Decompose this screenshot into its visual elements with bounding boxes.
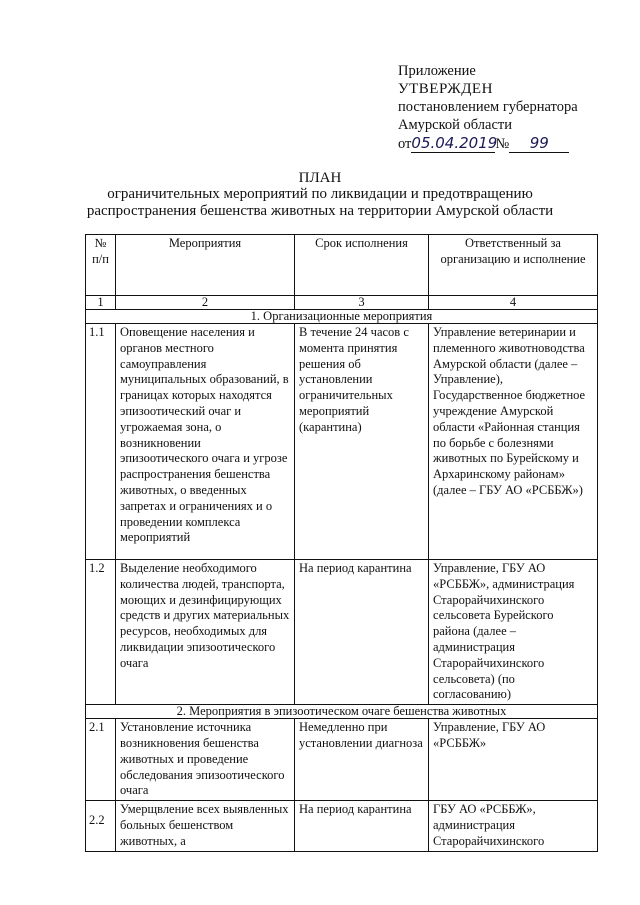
- row-number: 2.2: [86, 801, 116, 851]
- appendix-label: Приложение: [398, 63, 476, 79]
- row-activity: Выделение необходимого количества людей, транспорта, моющих и дезинфицирующих средств и других материальных ресурсов, необходимых для ликвидации эпизоотического очага: [116, 560, 295, 705]
- section-row: [86, 310, 598, 324]
- row-responsible: Управление, ГБУ АО «РСББЖ»: [429, 719, 598, 801]
- plan-table: [85, 234, 598, 852]
- row-number: 1.1: [86, 324, 116, 560]
- section-row: [86, 705, 598, 719]
- column-number: 3: [295, 296, 429, 310]
- appendix-block: [398, 62, 578, 153]
- date-prefix: от: [398, 136, 412, 152]
- row-term: В течение 24 часов с момента принятия решения об установлении ограничительных мероприятий (карантина): [295, 324, 429, 560]
- table-row: [86, 560, 598, 705]
- column-number: 2: [116, 296, 295, 310]
- handwritten-date: 05.04.2019: [411, 134, 498, 152]
- row-number: 1.2: [86, 560, 116, 705]
- handwritten-number: 99: [509, 134, 569, 153]
- table-header-row: [86, 235, 598, 296]
- row-responsible: Управление ветеринарии и племенного животноводства Амурской области (далее – Управление), Государственное бюджетное учреждение Амурской области «Районная станция по борьбе с болезнями животных по Бурейскому и Архаринскому районам» (далее – ГБУ АО «РСББЖ»): [429, 324, 598, 560]
- row-activity: Умерщвление всех выявленных больных бешенством животных, а: [116, 801, 295, 851]
- region-name: Амурской области: [398, 117, 512, 133]
- header-term: Срок исполнения: [295, 235, 429, 296]
- table-row: [86, 719, 598, 801]
- plan-subtitle-1: ограничительных мероприятий по ликвидации и предотвращению: [107, 186, 533, 202]
- row-responsible: ГБУ АО «РСББЖ», администрация Старорайчихинского: [429, 801, 598, 851]
- table-row: [86, 801, 598, 851]
- number-prefix: №: [495, 136, 510, 152]
- approved-by: постановлением губернатора: [398, 99, 578, 115]
- column-number: 4: [429, 296, 598, 310]
- row-number: 2.1: [86, 719, 116, 801]
- section-title: 2. Мероприятия в эпизоотическом очаге бешенства животных: [86, 705, 598, 719]
- header-number: № п/п: [86, 235, 116, 296]
- plan-heading: ПЛАН: [298, 170, 342, 186]
- row-responsible: Управление, ГБУ АО «РСББЖ», администрация Старорайчихинского сельсовета Бурейского района (далее – администрация Старорайчихинского сельсовета) (по согласованию): [429, 560, 598, 705]
- row-activity: Оповещение населения и органов местного самоуправления муниципальных образований, в границах которых находятся эпизоотический очаг и угрожаемая зона, о возникновении эпизоотического очага и угрозе распространения бешенства животных, о введенных запретах и ограничениях и о проведении комплекса мероприятий: [116, 324, 295, 560]
- section-title: 1. Организационные мероприятия: [86, 310, 598, 324]
- column-number: 1: [86, 296, 116, 310]
- header-activity: Мероприятия: [116, 235, 295, 296]
- row-term: На период карантина: [295, 801, 429, 851]
- approved-label: УТВЕРЖДЕН: [398, 81, 493, 97]
- row-term: На период карантина: [295, 560, 429, 705]
- table-row: [86, 324, 598, 560]
- row-term: Немедленно при установлении диагноза: [295, 719, 429, 801]
- date-number-line: [398, 134, 578, 153]
- column-numbers-row: [86, 296, 598, 310]
- plan-subtitle-2: распространения бешенства животных на территории Амурской области: [86, 203, 554, 219]
- header-responsible: Ответственный за организацию и исполнение: [429, 235, 598, 296]
- row-activity: Установление источника возникновения бешенства животных и проведение обследования эпизоотического очага: [116, 719, 295, 801]
